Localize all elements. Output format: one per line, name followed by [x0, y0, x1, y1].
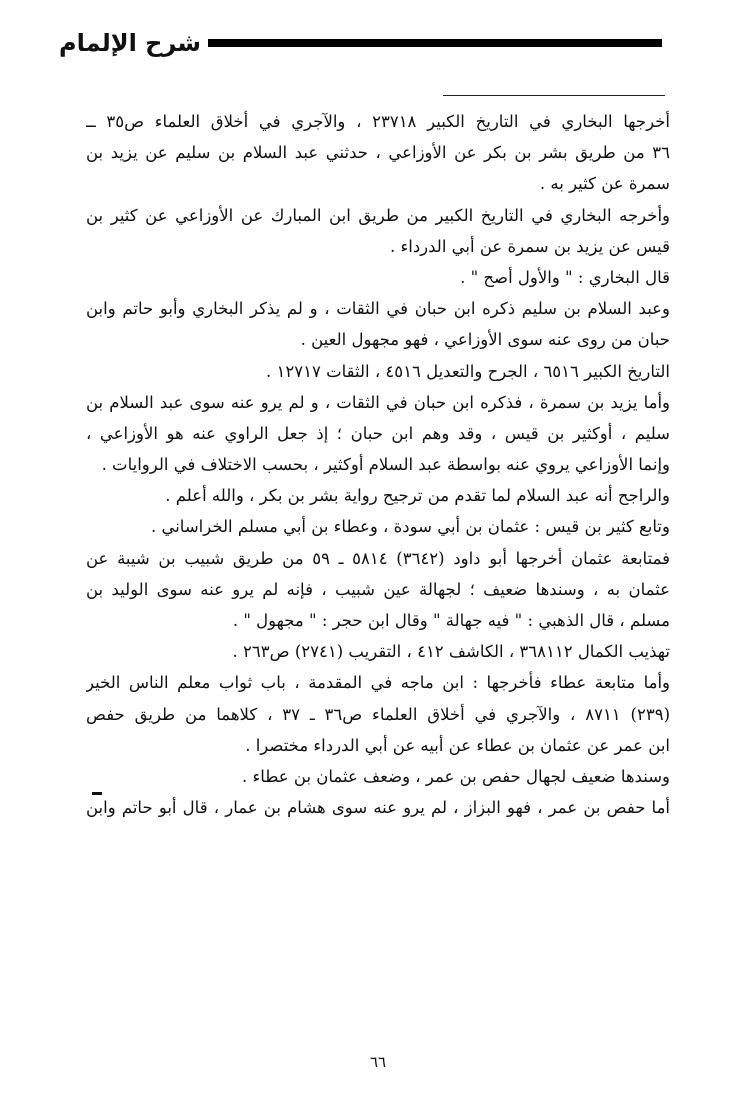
page-number: ٦٦ [369, 1053, 387, 1071]
continuation-dash [92, 792, 102, 795]
text-line: وأما يزيد بن سمرة ، فذكره ابن حبان في الثقات ، و لم يرو عنه سوى عبد السلام بن [86, 392, 670, 412]
text-line: أخرجها البخاري في التاريخ الكبير ٢٣٧١٨ ، والآجري في أخلاق العلماء ص٣٥ ــ [86, 112, 670, 131]
text-line: قيس عن يزيد بن سمرة عن أبي الدرداء . [390, 236, 670, 256]
text-line: سليم ، أوكثير بن قيس ، وقد وهم ابن حبان ؛ إذ جعل الراوي عنه هو الأوزاعي ، [86, 423, 670, 443]
text-line: تهذيب الكمال ٣٦٨١١٢ ، الكاشف ٤١٢ ، التقريب (٢٧٤١) ص٢٦٣ . [232, 642, 670, 662]
text-line: ابن عمر عن عثمان بن عطاء عن أبيه عن أبي الدرداء مختصرا . [245, 735, 670, 755]
page-header [0, 22, 756, 66]
text-line: عثمان به ، وسندها ضعيف ؛ لجهالة عين شبيب ، فإنه لم يرو عنه سوى الوليد بن [86, 579, 670, 599]
text-line: وعبد السلام بن سليم ذكره ابن حبان في الثقات ، و لم يذكر البخاري وأبو حاتم وابن [86, 299, 670, 319]
text-line: حبان من روى عنه سوى الأوزاعي ، فهو مجهول العين . [300, 330, 670, 350]
text-line: فمتابعة عثمان أخرجها أبو داود (٣٦٤٢) ٥٨١٤ ـ ٥٩ من طريق شبيب بن شيبة عن [86, 548, 670, 568]
text-line: التاريخ الكبير ٦٥١٦ ، الجرح والتعديل ٤٥١٦ ، الثقات ١٢٧١٧ . [266, 361, 670, 381]
text-line: ٣٦ من طريق بشر بن بكر عن الأوزاعي ، حدثني عبد السلام بن سليم عن يزيد بن [86, 143, 670, 163]
text-line: وأخرجه البخاري في التاريخ الكبير من طريق ابن المبارك عن الأوزاعي عن كثير بن [86, 205, 670, 225]
text-line: (٢٣٩) ٨٧١١ ، والآجري في أخلاق العلماء ص٣٦ ـ ٣٧ ، كلاهما من طريق حفص [86, 704, 670, 724]
text-line: وتابع كثير بن قيس : عثمان بن أبي سودة ، وعطاء بن أبي مسلم الخراساني . [150, 517, 670, 537]
header-rule [208, 39, 662, 47]
text-line: وأما متابعة عطاء فأخرجها : ابن ماجه في المقدمة ، باب ثواب معلم الناس الخير [86, 673, 670, 693]
text-line: مسلم ، قال الذهبي : " فيه جهالة " وقال ابن حجر : " مجهول " . [232, 611, 670, 630]
text-line: والراجح أنه عبد السلام لما تقدم من ترجيح رواية بشر بن بكر ، والله أعلم . [165, 486, 670, 506]
text-line: أما حفص بن عمر ، فهو البزاز ، لم يرو عنه سوى هشام بن عمار ، قال أبو حاتم وابن [86, 798, 670, 818]
text-line: وسندها ضعيف لجهال حفص بن عمر ، وضعف عثمان بن عطاء . [241, 766, 670, 786]
text-line: وإنما الأوزاعي يروي عنه بواسطة عبد السلام أوكثير ، بحسب الاختلاف في الروايات . [101, 455, 670, 475]
running-title: شرح الإلمام [59, 29, 201, 57]
text-line: قال البخاري : " والأول أصح " . [460, 267, 670, 287]
footnote-text [86, 106, 670, 823]
footnote-separator [443, 95, 665, 96]
text-line: سمرة عن كثير به . [539, 174, 670, 194]
